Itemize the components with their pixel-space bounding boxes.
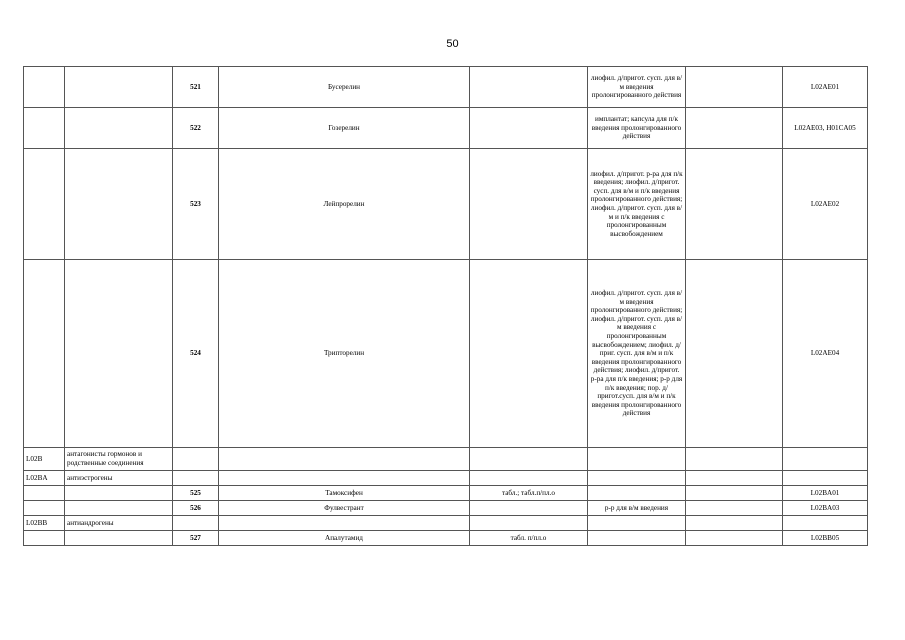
extra-cell	[686, 471, 783, 486]
atc-code: L02BB05	[783, 531, 868, 546]
extra-cell	[686, 108, 783, 149]
extra-cell	[686, 501, 783, 516]
drug-name	[219, 448, 470, 471]
atc-code: L02AE03, H01CA05	[783, 108, 868, 149]
drug-name: Лейпрорелин	[219, 149, 470, 260]
dosage-form-detail: лиофил. д/пригот. р-ра для п/к введения; лиофил. д/пригот. сусп. для в/м и п/к введения пролонгированного действия; лиофил. д/пригот. сусп. для в/м и п/к введения с пролонгированным высвобождением	[588, 149, 686, 260]
atc-code: L02AE02	[783, 149, 868, 260]
atc-code: L02AE01	[783, 67, 868, 108]
drug-name: Апалутамид	[219, 531, 470, 546]
page-number: 50	[446, 38, 459, 50]
table-row	[24, 501, 868, 516]
item-number: 524	[173, 260, 219, 448]
table-row	[24, 448, 868, 471]
dosage-form	[470, 516, 588, 531]
extra-cell	[686, 260, 783, 448]
extra-cell	[686, 448, 783, 471]
group-description	[65, 67, 173, 108]
group-description	[65, 108, 173, 149]
dosage-form-detail: р-р для в/м введения	[588, 501, 686, 516]
group-description	[65, 260, 173, 448]
extra-cell	[686, 67, 783, 108]
table-row	[24, 108, 868, 149]
drug-list-table	[23, 66, 868, 546]
atc-group-code	[24, 501, 65, 516]
atc-group-code	[24, 260, 65, 448]
drug-name: Трипторелин	[219, 260, 470, 448]
dosage-form	[470, 149, 588, 260]
group-description	[65, 149, 173, 260]
extra-cell	[686, 531, 783, 546]
dosage-form-detail	[588, 471, 686, 486]
dosage-form: табл.; табл.п/пл.о	[470, 486, 588, 501]
group-description	[65, 501, 173, 516]
drug-name: Фулвестрант	[219, 501, 470, 516]
dosage-form-detail	[588, 486, 686, 501]
dosage-form	[470, 471, 588, 486]
atc-code: L02BA03	[783, 501, 868, 516]
group-description	[65, 486, 173, 501]
dosage-form-detail	[588, 531, 686, 546]
atc-code: L02AE04	[783, 260, 868, 448]
group-description: антиандрогены	[65, 516, 173, 531]
item-number: 521	[173, 67, 219, 108]
atc-code	[783, 471, 868, 486]
table-row	[24, 471, 868, 486]
table-row	[24, 149, 868, 260]
dosage-form	[470, 108, 588, 149]
item-number: 527	[173, 531, 219, 546]
drug-name	[219, 471, 470, 486]
group-description	[65, 531, 173, 546]
dosage-form	[470, 67, 588, 108]
atc-group-code: L02B	[24, 448, 65, 471]
extra-cell	[686, 516, 783, 531]
table-row	[24, 260, 868, 448]
item-number: 522	[173, 108, 219, 149]
table-row	[24, 531, 868, 546]
item-number	[173, 448, 219, 471]
extra-cell	[686, 149, 783, 260]
table-row	[24, 486, 868, 501]
item-number: 523	[173, 149, 219, 260]
drug-name	[219, 516, 470, 531]
extra-cell	[686, 486, 783, 501]
dosage-form-detail	[588, 448, 686, 471]
dosage-form: табл. п/пл.о	[470, 531, 588, 546]
atc-group-code	[24, 486, 65, 501]
group-description: антиэстрогены	[65, 471, 173, 486]
dosage-form-detail: лиофил. д/пригот. сусп. для в/м введения пролонгированного действия; лиофил. д/пригот. сусп. для в/м введения с пролонгированным высвобождением; лиофил. д/приг. сусп. для в/м и п/к введения пролонгированного действия; лиофил. д/пригот. р-ра для п/к введения; р-р для п/к введения; пор. д/пригот.сусп. для в/м и п/к введения пролонгированного действия	[588, 260, 686, 448]
dosage-form-detail: лиофил. д/пригот. сусп. для в/м введения пролонгированного действия	[588, 67, 686, 108]
table-row	[24, 67, 868, 108]
item-number: 526	[173, 501, 219, 516]
atc-group-code	[24, 531, 65, 546]
atc-group-code: L02BA	[24, 471, 65, 486]
atc-code: L02BA01	[783, 486, 868, 501]
dosage-form	[470, 448, 588, 471]
atc-group-code	[24, 149, 65, 260]
atc-group-code	[24, 108, 65, 149]
drug-name: Гозерелин	[219, 108, 470, 149]
item-number	[173, 516, 219, 531]
table-row	[24, 516, 868, 531]
group-description: антагонисты гормонов и родственные соединения	[65, 448, 173, 471]
dosage-form-detail: имплантат; капсула для п/к введения пролонгированного действия	[588, 108, 686, 149]
atc-code	[783, 448, 868, 471]
atc-group-code	[24, 67, 65, 108]
dosage-form	[470, 260, 588, 448]
dosage-form-detail	[588, 516, 686, 531]
atc-code	[783, 516, 868, 531]
item-number	[173, 471, 219, 486]
drug-name: Бусерелин	[219, 67, 470, 108]
atc-group-code: L02BB	[24, 516, 65, 531]
drug-name: Тамоксифен	[219, 486, 470, 501]
item-number: 525	[173, 486, 219, 501]
dosage-form	[470, 501, 588, 516]
